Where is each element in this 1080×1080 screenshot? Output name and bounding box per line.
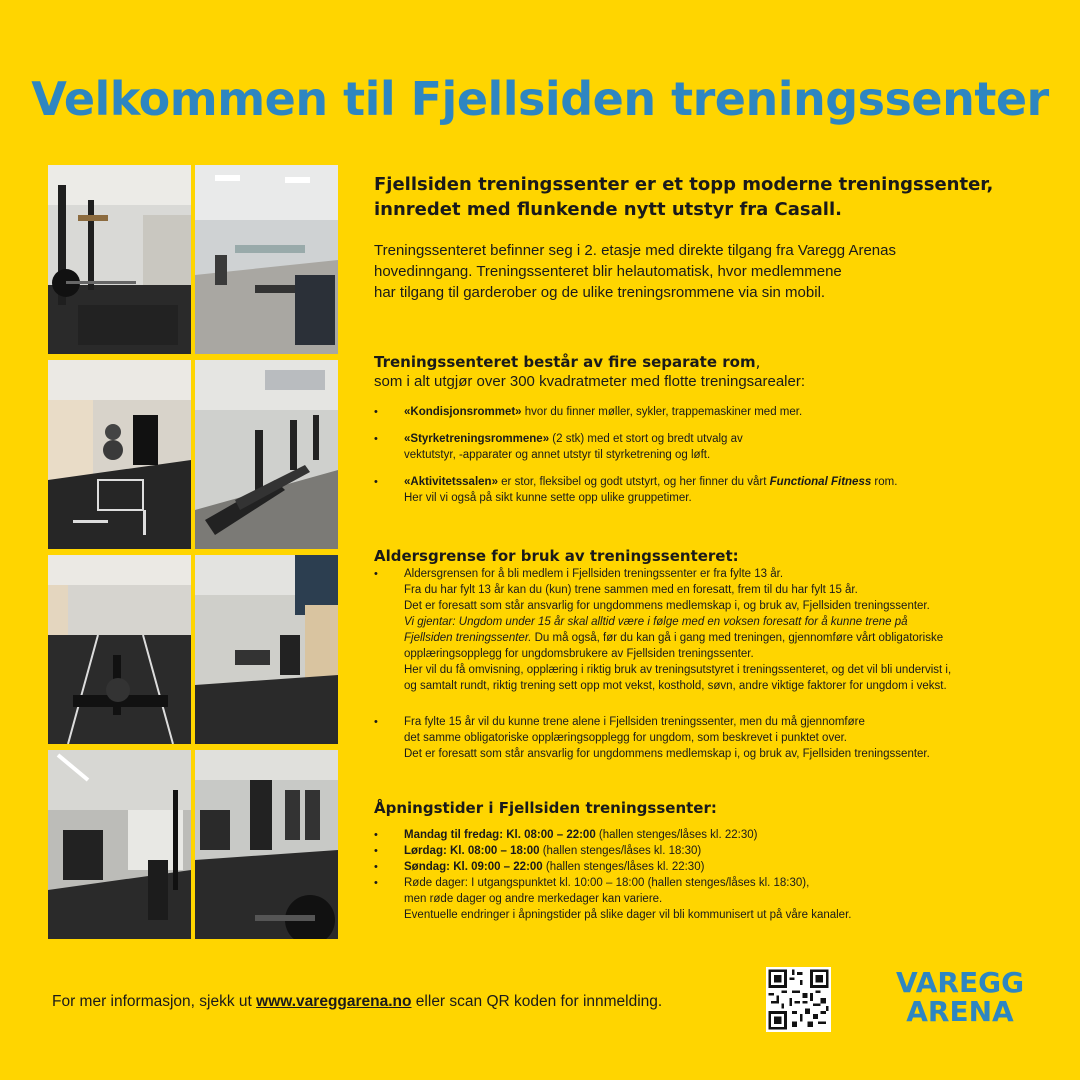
list-item: • «Kondisjonsrommet» hvor du finner møller, sykler, trappemaskiner med mer. — [374, 404, 1054, 420]
rooms-subheading: som i alt utgjør over 300 kvadratmeter med flotte treningsarealer: — [374, 373, 806, 390]
photo-treadmills — [195, 360, 338, 549]
list-item: • Søndag: Kl. 09:00 – 22:00 (hallen stenges/låses kl. 22:30) — [374, 859, 1054, 875]
qr-code-icon — [766, 967, 831, 1032]
age-section — [374, 546, 1054, 762]
rooms-list — [374, 404, 1054, 506]
photo-strength-machines — [48, 750, 191, 939]
hours-list — [374, 827, 1054, 923]
photo-grid — [48, 165, 338, 939]
photo-sled-track — [48, 555, 191, 744]
age-heading: Aldersgrense for bruk av treningssenteret: — [374, 547, 739, 565]
rooms-heading: Treningssenteret består av fire separate rom, — [374, 353, 761, 371]
website-link[interactable]: www.vareggarena.no — [256, 993, 412, 1010]
photo-free-weights — [48, 165, 191, 354]
photo-dumbbell-area — [195, 555, 338, 744]
qr-code[interactable] — [766, 967, 831, 1032]
lead-text: Fjellsiden treningssenter er et topp moderne treningssenter, innredet med flunkende nytt utstyr fra Casall. — [374, 174, 994, 220]
list-item: • Mandag til fredag: Kl. 08:00 – 22:00 (hallen stenges/låses kl. 22:30) — [374, 827, 1054, 843]
footer-info: For mer informasjon, sjekk ut www.vareggarena.no eller scan QR koden for innmelding. — [52, 993, 663, 1010]
hours-section — [374, 798, 1054, 923]
list-item: • «Aktivitetssalen» er stor, fleksibel og godt utstyrt, og her finner du vårt Functional Fitness rom. Her vil vi også på sikt kunne sette opp ulike gruppetimer. — [374, 474, 1054, 506]
photo-cardio-room — [195, 165, 338, 354]
list-item: • Røde dager: I utgangspunktet kl. 10:00 – 18:00 (hallen stenges/låses kl. 18:30), men røde dager og andre merkedager kan variere. Eventuelle endringer i åpningstider på slike dager vil bli kommunisert ut på våre kanaler. — [374, 875, 1054, 923]
list-item: • Fra fylte 15 år vil du kunne trene alene i Fjellsiden treningssenter, men du må gjennomføre det samme obligatoriske opplæringsopplegg for ungdom, som beskrevet i punktet over. Det er foresatt som står ansvarlig for ungdommens medlemskap i, og bruk av, Fjellsiden treningssenter. — [374, 714, 1054, 762]
list-item: • «Styrketreningsrommene» (2 stk) med et stort og bredt utvalg av vektutstyr, -apparater og annet utstyr til styrketrening og løft. — [374, 431, 1054, 463]
intro-text: Treningssenteret befinner seg i 2. etasje med direkte tilgang fra Varegg Arenas hovedinngang. Treningssenteret blir helautomatisk, hvor medlemmene har tilgang til garderober og de ulike treningsrommene via sin mobil. — [374, 242, 896, 301]
list-item: • Lørdag: Kl. 08:00 – 18:00 (hallen stenges/låses kl. 18:30) — [374, 843, 1054, 859]
list-item: • Aldersgrensen for å bli medlem i Fjellsiden treningssenter er fra fylte 13 år. Fra du har fylt 13 år kan du (kun) trene sammen med en foresatt, frem til du har fylt 15 år. Det er foresatt som står ansvarlig for ungdommens medlemskap i, og bruk av, Fjellsiden treningssenter. Vi gjentar: Ungdom under 15 år skal alltid være i følge med en voksen foresatt for å kunne trene på Fjellsiden treningssenter. Du må også, før du kan gå i gang med treningen, gjennomføre vårt obligatoriske opplæringsopplegg for ungdomsbrukere av Fjellsiden treningssenter. Her vil du få omvisning, opplæring i riktig bruk av treningsutstyret i treningssenteret, og det vil bli undervist i, og samtalt rundt, riktig trening sett opp mot vekst, kosthold, søvn, andre viktige faktorer for ungdom i vekst. — [374, 566, 1054, 694]
age-list — [374, 566, 1054, 762]
varegg-arena-logo: VAREGG ARENA — [895, 966, 1025, 1028]
photo-cardio-weights — [195, 750, 338, 939]
hours-heading: Åpningstider i Fjellsiden treningssenter: — [374, 799, 717, 817]
page-title: Velkommen til Fjellsiden treningssenter — [31, 72, 1049, 126]
rooms-section — [374, 352, 1054, 506]
photo-functional-room — [48, 360, 191, 549]
